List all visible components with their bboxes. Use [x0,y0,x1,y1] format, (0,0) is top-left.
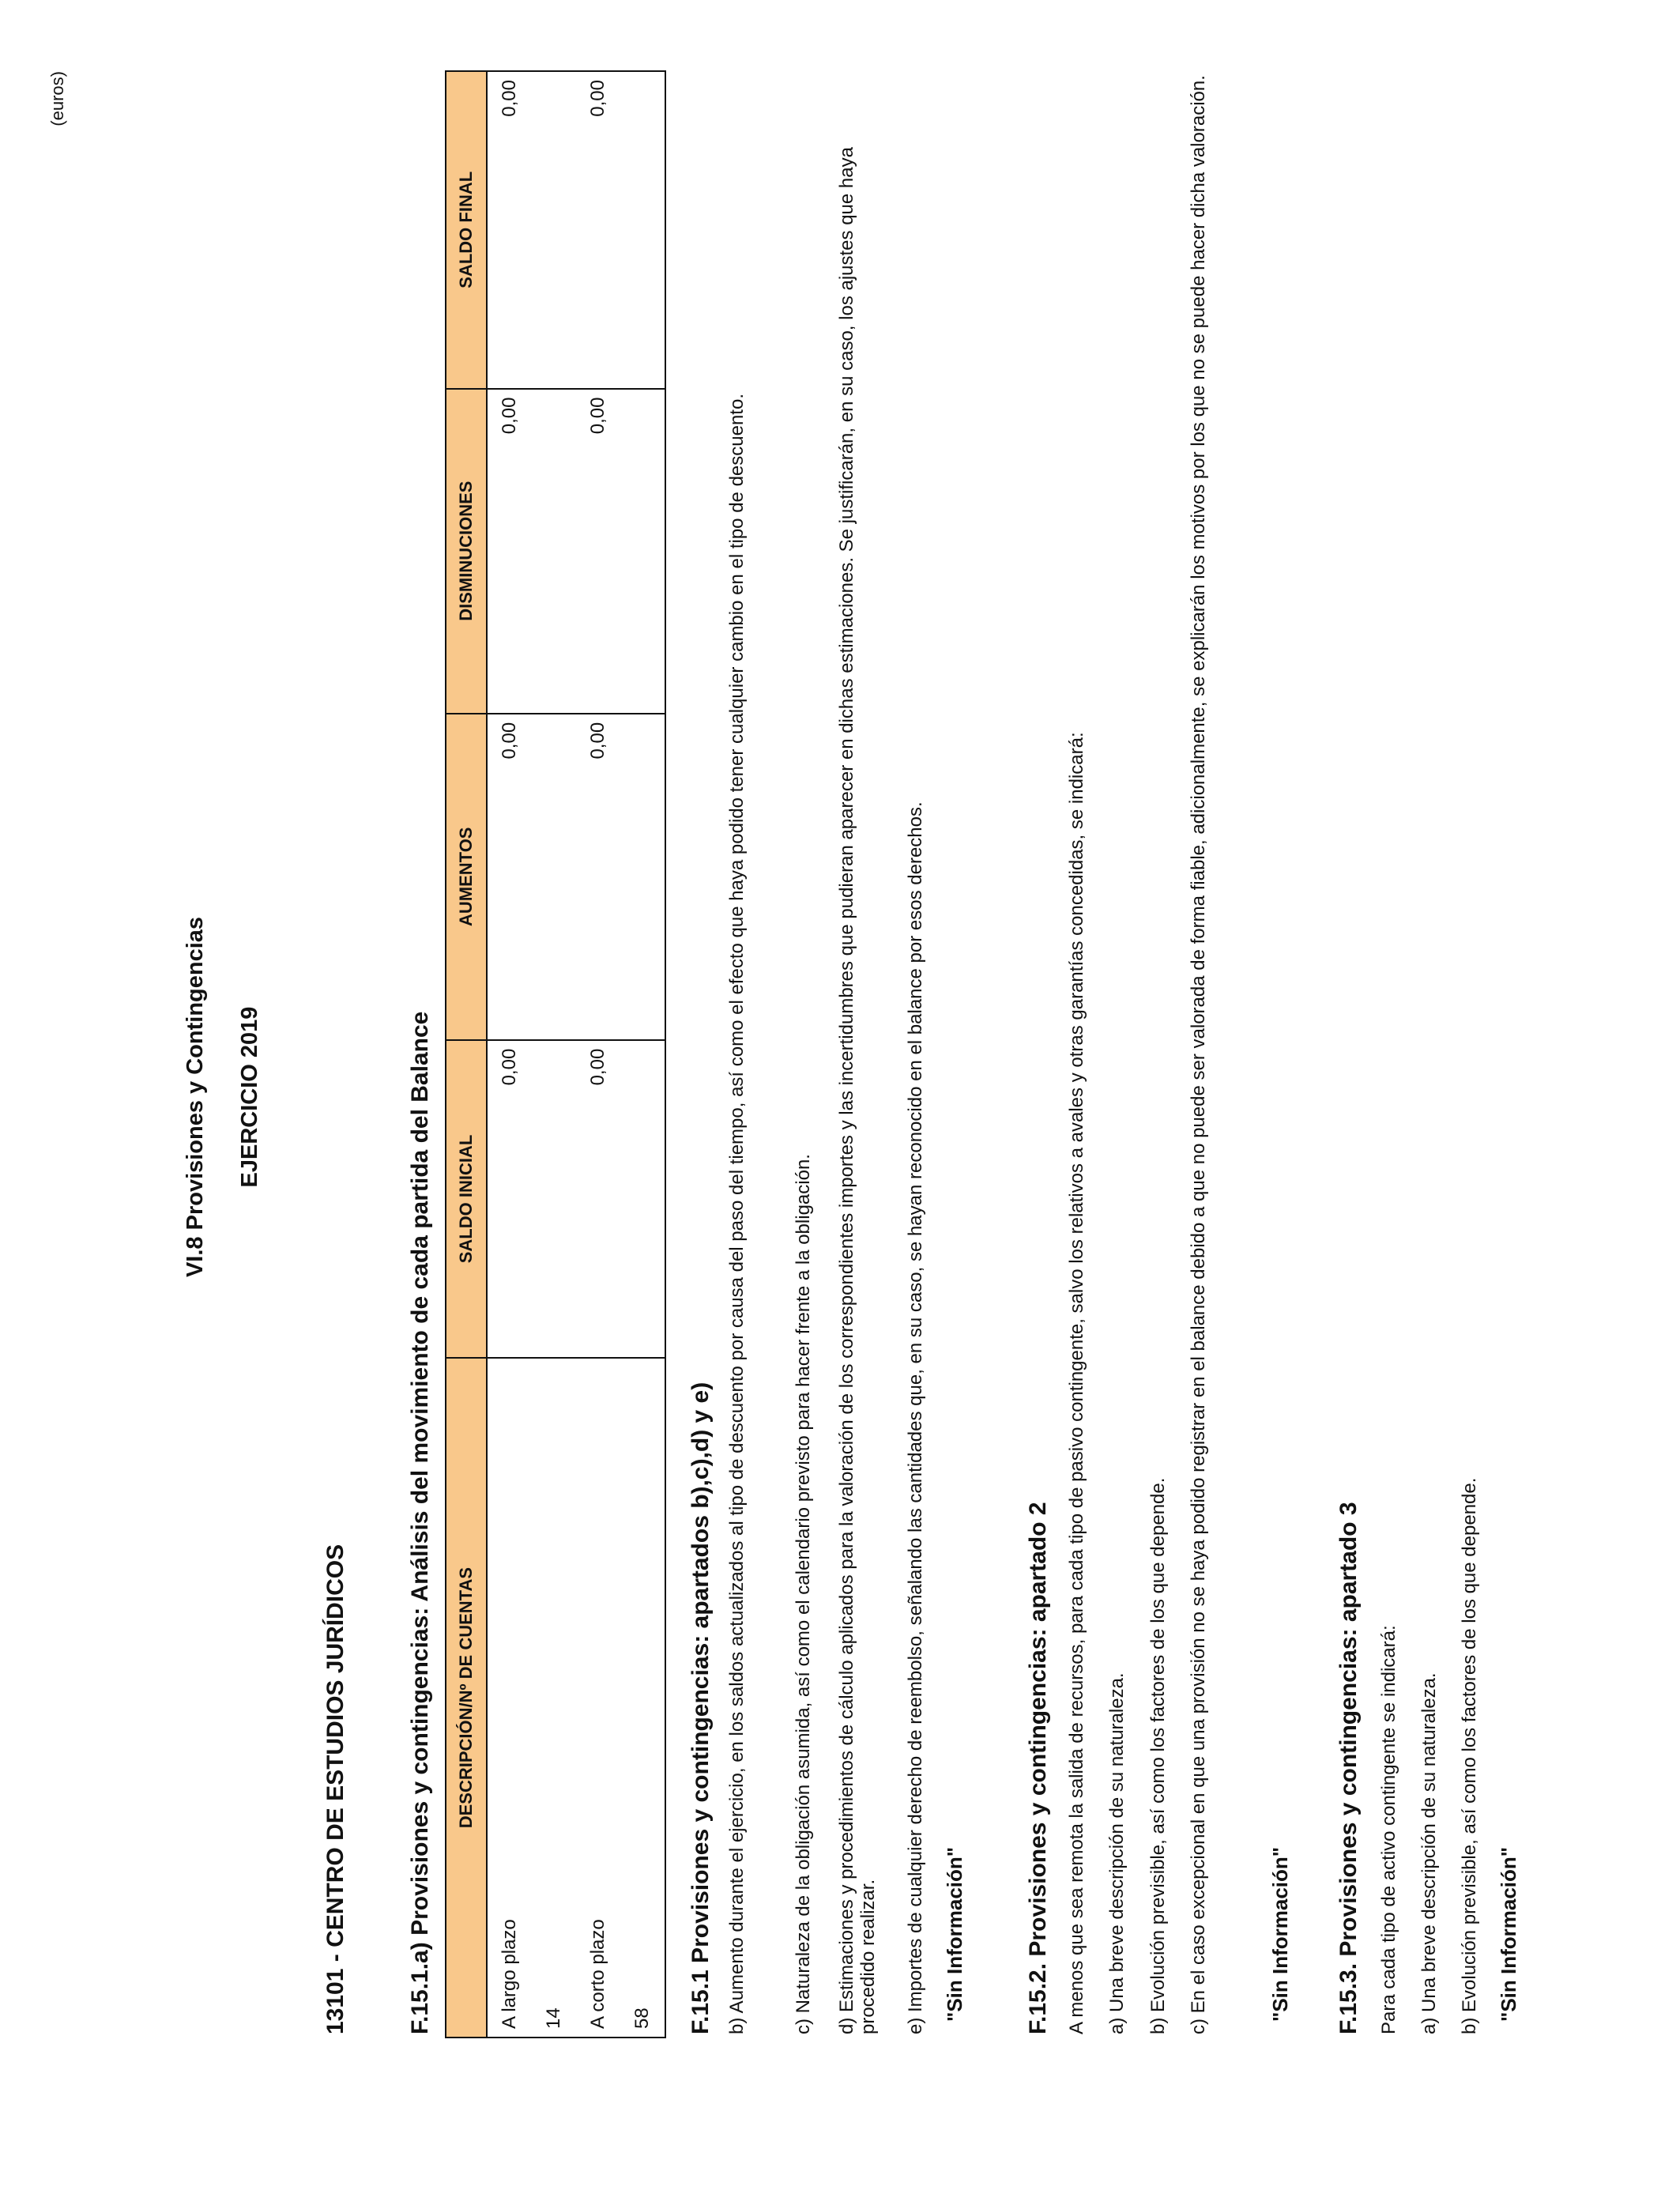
section1-heading: F.15.1 Provisiones y contingencias: apartados b),c),d) y e) [687,1382,714,2034]
col-header-description: DESCRIPCIÓN/Nº DE CUENTAS [446,1358,487,2038]
section3-intro: Para cada tipo de activo contingente se indicará: [1378,1625,1399,2034]
cell-saldo-inicial [532,1040,576,1359]
cell-saldo-final: 0,00 [576,71,620,389]
section2-intro: A menos que sea remota la salida de recursos, para cada tipo de pasivo contingente, salvo los relativos a avales y otras garantías concedidas, se indicará: [1066,732,1087,2034]
cell-saldo-final: 0,00 [487,71,532,389]
cell-aumentos [620,714,665,1040]
section1-item-c: c) Naturaleza de la obligación asumida, así como el calendario previsto para hacer frente a la obligación. [793,1154,814,2034]
cell-description: 58 [620,1358,665,2038]
cell-saldo-inicial: 0,00 [487,1040,532,1359]
table-title: F.15.1.a) Provisiones y contingencias: Análisis del movimiento de cada partida del Balance [407,1011,433,2034]
table-row [532,71,576,2038]
cell-saldo-final [620,71,665,389]
section2-heading: F.15.2. Provisiones y contingencias: apartado 2 [1025,1502,1051,2034]
section3-no-info: "Sin Información" [1497,1846,1520,2022]
cell-description: 14 [532,1358,576,2038]
cell-aumentos: 0,00 [487,714,532,1040]
section3-heading: F.15.3. Provisiones y contingencias: apartado 3 [1335,1502,1362,2034]
section2-item-b: b) Evolución previsible, así como los factores de los que depende. [1147,1477,1169,2034]
section1-no-info: "Sin Información" [943,1846,966,2022]
entity-name: 13101 - CENTRO DE ESTUDIOS JURÍDICOS [322,1544,348,2034]
section2-item-c: c) En el caso excepcional en que una provisión no se haya podido registrar en el balance debido a que no puede ser valorada de forma fiable, adicionalmente, se explicarán los motivos por los que no se puede hacer dicha valoración. [1188,75,1209,2034]
cell-description: A corto plazo [576,1358,620,2038]
col-header-saldo-final: SALDO FINAL [446,71,487,389]
table-row [487,71,532,2038]
cell-disminuciones [620,389,665,714]
cell-aumentos: 0,00 [576,714,620,1040]
section2-item-a: a) Una breve descripción de su naturaleza. [1106,1672,1128,2034]
section3-item-a: a) Una breve descripción de su naturaleza. [1418,1672,1440,2034]
col-header-aumentos: AUMENTOS [446,714,487,1040]
cell-saldo-inicial [620,1040,665,1359]
cell-saldo-final [532,71,576,389]
section2-no-info: "Sin Información" [1268,1846,1292,2022]
section1-item-d: d) Estimaciones y procedimientos de cálculo aplicados para la valoración de los correspondientes importes y las incertidumbres que pudieran aparecer en dichas estimaciones. Se justificarán, en su caso, los ajustes que haya procedido realizar. [836,147,879,2034]
cell-disminuciones: 0,00 [487,389,532,714]
col-header-disminuciones: DISMINUCIONES [446,389,487,714]
movement-table [445,70,666,2038]
cell-disminuciones [532,389,576,714]
section3-item-b: b) Evolución previsible, así como los factores de los que depende. [1459,1477,1480,2034]
table-row [576,71,620,2038]
section1-item-b: b) Aumento durante el ejercicio, en los saldos actualizados al tipo de descuento por causa del paso del tiempo, así como el efecto que haya podido tener cualquier cambio en el tipo de descuento. [726,394,748,2034]
cell-saldo-inicial: 0,00 [576,1040,620,1359]
table-header-row [446,71,487,2038]
document-year: EJERCICIO 2019 [237,1006,262,1188]
section1-item-e: e) Importes de cualquier derecho de reembolso, señalando las cantidades que, en su caso, se hayan reconocido en el balance por esos derechos. [905,801,926,2034]
cell-description: A largo plazo [487,1358,532,2038]
currency-note: (euros) [47,71,67,126]
cell-disminuciones: 0,00 [576,389,620,714]
table-row [620,71,665,2038]
col-header-saldo-inicial: SALDO INICIAL [446,1040,487,1359]
cell-aumentos [532,714,576,1040]
document-title: VI.8 Provisiones y Contingencias [183,916,208,1278]
